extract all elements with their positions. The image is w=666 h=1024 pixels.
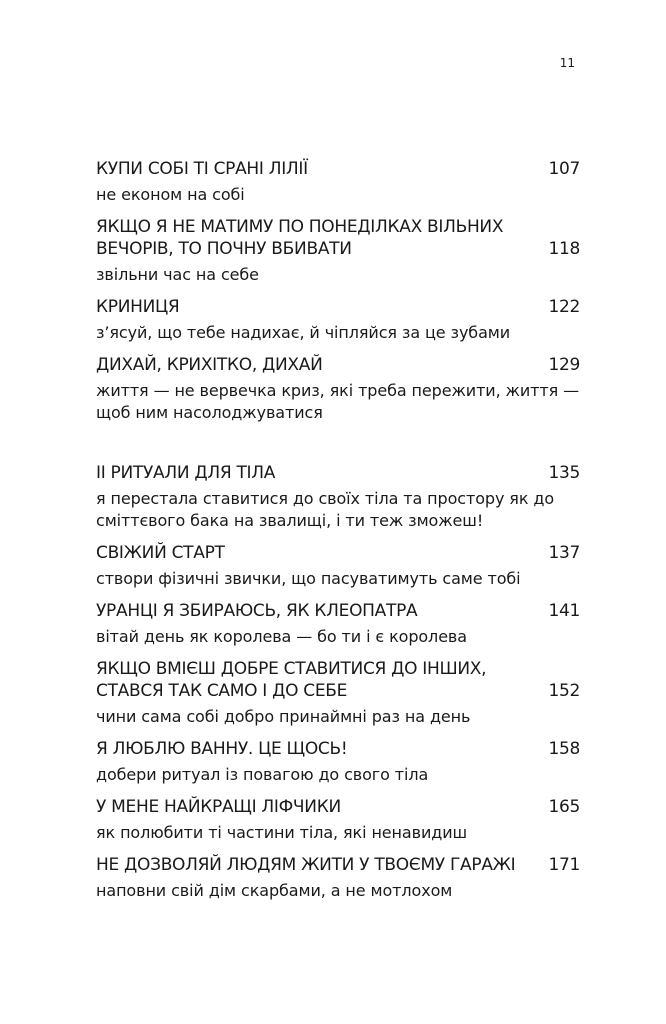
toc-entry[interactable]: [96, 796, 580, 844]
toc-entry-title: У МЕНЕ НАЙКРАЩІ ЛІФЧИКИ: [96, 797, 341, 817]
page-number: 11: [559, 56, 575, 70]
toc-entry-title-row: [96, 462, 580, 484]
toc-entry-title: НЕ ДОЗВОЛЯЙ ЛЮДЯМ ЖИТИ У ТВОЄМУ ГАРАЖІ: [96, 855, 516, 875]
toc-entry-title: УРАНЦІ Я ЗБИРАЮСЬ, ЯК КЛЕОПАТРА: [96, 601, 418, 621]
toc-entry[interactable]: [96, 296, 580, 344]
toc-entry[interactable]: [96, 216, 580, 286]
toc-entry-page: 152: [548, 681, 580, 701]
toc-entry-title-row: [96, 296, 580, 318]
toc-entry[interactable]: [96, 158, 580, 206]
toc-entry[interactable]: [96, 854, 580, 902]
toc-entry-title-row: [96, 542, 580, 564]
toc-entry-page: 171: [548, 855, 580, 875]
toc-entry-page: 158: [548, 739, 580, 759]
toc-entry-page: 165: [548, 797, 580, 817]
toc-entry-page: 129: [548, 355, 580, 375]
toc-entry-subtitle: як полюбити ті частини тіла, які ненавидиш: [96, 823, 468, 842]
toc-entry-title: ДИХАЙ, КРИХІТКО, ДИХАЙ: [96, 355, 323, 375]
toc-entry-title: КУПИ СОБІ ТІ СРАНІ ЛІЛІЇ: [96, 159, 308, 179]
toc-entry-page: 107: [548, 159, 580, 179]
toc-entry-subtitle: звільни час на себе: [96, 265, 259, 284]
toc-part-heading[interactable]: [96, 462, 580, 532]
toc-entry-title-row: [96, 600, 580, 622]
toc-entry-title-row: [96, 158, 580, 180]
toc-entry[interactable]: [96, 658, 580, 728]
toc-entry-title: Я ЛЮБЛЮ ВАННУ. ЦЕ ЩОСЬ!: [96, 739, 348, 759]
toc-entry-subtitle: я перестала ставитися до своїх тіла та простору як до сміттєвого бака на звалищі, і ти теж зможеш!: [96, 489, 555, 530]
toc-entry-subtitle: створи фізичні звички, що пасуватимуть саме тобі: [96, 569, 521, 588]
toc-entry[interactable]: [96, 354, 580, 424]
toc-entry-title-row: [96, 354, 580, 376]
toc-entry-subtitle: наповни свій дім скарбами, а не мотлохом: [96, 881, 453, 900]
toc-entry[interactable]: [96, 738, 580, 786]
toc-entry-subtitle: з’ясуй, що тебе надихає, й чіпляйся за це зубами: [96, 323, 511, 342]
toc-entry-title: СВІЖИЙ СТАРТ: [96, 543, 225, 563]
toc-entry-title: II РИТУАЛИ ДЛЯ ТІЛА: [96, 463, 276, 483]
toc-entry-title: ЯКЩО Я НЕ МАТИМУ ПО ПОНЕДІЛКАХ ВІЛЬНИХ ВЕЧОРІВ, ТО ПОЧНУ ВБИВАТИ: [96, 217, 504, 259]
toc-entry-title: ЯКЩО ВМІЄШ ДОБРЕ СТАВИТИСЯ ДО ІНШИХ, СТАВСЯ ТАК САМО І ДО СЕБЕ: [96, 659, 487, 701]
toc-entry-title-row: [96, 796, 580, 818]
toc-entry-page: 122: [548, 297, 580, 317]
toc-entry-page: 135: [548, 463, 580, 483]
toc-entry-title: КРИНИЦЯ: [96, 297, 180, 317]
toc-entry-subtitle: життя — не вервечка криз, які треба пережити, життя — щоб ним насолоджуватися: [96, 381, 580, 422]
toc-entry-subtitle: добери ритуал із повагою до свого тіла: [96, 765, 429, 784]
toc-entry-title-row: [96, 738, 580, 760]
toc-entry-subtitle: вітай день як королева — бо ти і є королева: [96, 627, 467, 646]
toc-entry[interactable]: [96, 600, 580, 648]
toc-entry-title-row: [96, 658, 580, 702]
toc-entry-page: 141: [548, 601, 580, 621]
toc-entry-subtitle: не економ на собі: [96, 185, 245, 204]
toc-entry-title-row: [96, 854, 580, 876]
table-of-contents: [96, 158, 580, 902]
toc-entry[interactable]: [96, 542, 580, 590]
toc-entry-page: 137: [548, 543, 580, 563]
toc-entry-page: 118: [548, 239, 580, 259]
toc-entry-title-row: [96, 216, 580, 260]
toc-entry-subtitle: чини сама собі добро принаймні раз на день: [96, 707, 471, 726]
